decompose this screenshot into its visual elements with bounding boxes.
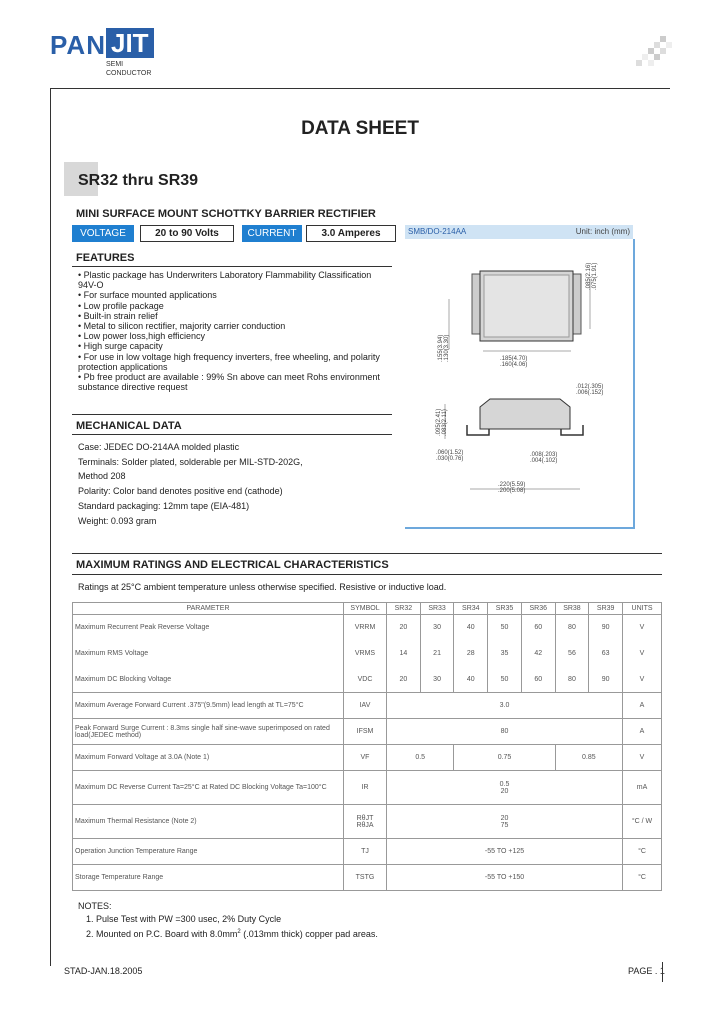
dim-6: .060(1.52) .030(0.76) (436, 450, 464, 462)
part-number: SR32 thru SR39 (78, 172, 199, 189)
dim-5: .095(2.41) .083(2.11) (436, 408, 448, 436)
feature-item: • Metal to silicon rectifier, majority carrier conduction (78, 321, 286, 332)
table-row: Maximum Recurrent Peak Reverse Voltage VRRM 20 30 40 50 60 80 90 V (73, 615, 662, 641)
dim-1: .085(2.16) .075(1.91) (586, 262, 598, 290)
dim-4: .012(.305) .006(.152) (576, 384, 604, 396)
table-row: Maximum RMS Voltage VRMS 14 21 28 35 42 56 63 V (73, 641, 662, 667)
table-row: Maximum DC Reverse Current Ta=25°C at Rated DC Blocking Voltage Ta=100°C IR 0.5 20 mA (73, 771, 662, 805)
mech-line: Terminals: Solder plated, solderable per MIL-STD-202G, (78, 456, 303, 467)
mech-line: Weight: 0.093 gram (78, 515, 157, 526)
product-subtitle: MINI SURFACE MOUNT SCHOTTKY BARRIER RECTIFIER (76, 208, 376, 220)
table-row: Maximum Forward Voltage at 3.0A (Note 1) VF 0.5 0.75 0.85 V (73, 745, 662, 771)
notes-title: NOTES: (78, 901, 112, 911)
mech-line: Method 208 (78, 471, 126, 482)
voltage-label: VOLTAGE (72, 225, 134, 242)
mech-line: Case: JEDEC DO-214AA molded plastic (78, 442, 240, 452)
feature-item: • Plastic package has Underwriters Laboratory Flammability Classification 94V-O (78, 270, 372, 291)
ratings-top-rule (72, 553, 662, 554)
brand-sub-line2: CONDUCTOR (106, 70, 152, 77)
mechanical-rule (72, 434, 392, 435)
features-list (78, 270, 388, 392)
brand-sub-line1: SEMI (106, 61, 124, 68)
table-row: Maximum Average Forward Current .375"(9.5mm) lead length at TL=75°C IAV 3.0 A (73, 693, 662, 719)
features-rule (72, 266, 392, 267)
package-header (405, 225, 633, 239)
current-value: 3.0 Amperes (306, 225, 396, 242)
footer-rule (662, 962, 663, 982)
mechanical-list (78, 440, 388, 528)
brand-logo-accent: JIT (106, 28, 154, 58)
ratings-title: MAXIMUM RATINGS AND ELECTRICAL CHARACTERISTICS (76, 559, 389, 571)
note-1: 1. Pulse Test with PW =300 usec, 2% Duty Cycle (86, 914, 282, 924)
table-header-row: PARAMETER SYMBOL SR32 SR33 SR34 SR35 SR36 SR38 SR39 UNITS (73, 603, 662, 615)
page-title: DATA SHEET (301, 118, 419, 139)
header-rule (50, 88, 670, 89)
current-label: CURRENT (242, 225, 302, 242)
corner-pattern-icon (636, 36, 672, 72)
dim-7: .008(.203) .004(.102) (530, 452, 558, 464)
brand-logo: PAN (50, 30, 106, 60)
note-2: 2. Mounted on P.C. Board with $8.0mm^2$ (.013mm thick) copper pad areas. (86, 929, 378, 939)
brand-subtitle (106, 60, 151, 78)
mech-line: Polarity: Color band denotes positive end (cathode) (78, 486, 283, 497)
feature-item: • Low power loss,high efficiency (78, 331, 206, 342)
feature-item: • For surface mounted applications (78, 290, 217, 301)
dim-3: .185(4.70) .160(4.06) (500, 356, 528, 368)
dim-8: .220(5.59) .200(5.08) (498, 482, 526, 494)
table-row: Maximum DC Blocking Voltage VDC 20 30 40 50 60 80 90 V (73, 667, 662, 693)
ratings-rule (72, 574, 662, 575)
feature-item: • Pb free product are available : 99% Sn above can meet Rohs environment substance directive request (78, 372, 380, 393)
package-name: SMB/DO-214AA (408, 227, 467, 236)
footer-date: STAD-JAN.18.2005 (64, 966, 143, 976)
feature-item: • For use in low voltage high frequency inverters, free wheeling, and polarity protection applications (78, 351, 380, 372)
ratings-note: Ratings at 25°C ambient temperature unless otherwise specified. Resistive or inductive load. (78, 582, 447, 592)
mech-line: Standard packaging: 12mm tape (EIA-481) (78, 500, 250, 511)
left-rule (50, 88, 51, 966)
table-row: Maximum Thermal Resistance (Note 2) RθJT RθJA 20 75 °C / W (73, 805, 662, 839)
feature-item: • Low profile package (78, 300, 164, 311)
footer-page: PAGE . 1 (628, 966, 665, 976)
voltage-value: 20 to 90 Volts (140, 225, 234, 242)
dim-2: .155(3.94) .130(3.30) (438, 334, 450, 362)
feature-item: • Built-in strain relief (78, 310, 158, 321)
notes (78, 900, 378, 941)
mechanical-title: MECHANICAL DATA (76, 420, 182, 432)
ratings-table (72, 602, 662, 891)
mechanical-top-rule (72, 414, 392, 415)
table-row: Operation Junction Temperature Range TJ -55 TO +125 °C (73, 839, 662, 865)
table-row: Peak Forward Surge Current : 8.3ms single half sine-wave superimposed on rated load(JEDEC method) IFSM 80 A (73, 719, 662, 745)
table-row: Storage Temperature Range TSTG -55 TO +150 °C (73, 865, 662, 891)
features-title: FEATURES (76, 252, 135, 264)
feature-item: • High surge capacity (78, 341, 163, 352)
package-unit: Unit: inch (mm) (575, 227, 630, 236)
